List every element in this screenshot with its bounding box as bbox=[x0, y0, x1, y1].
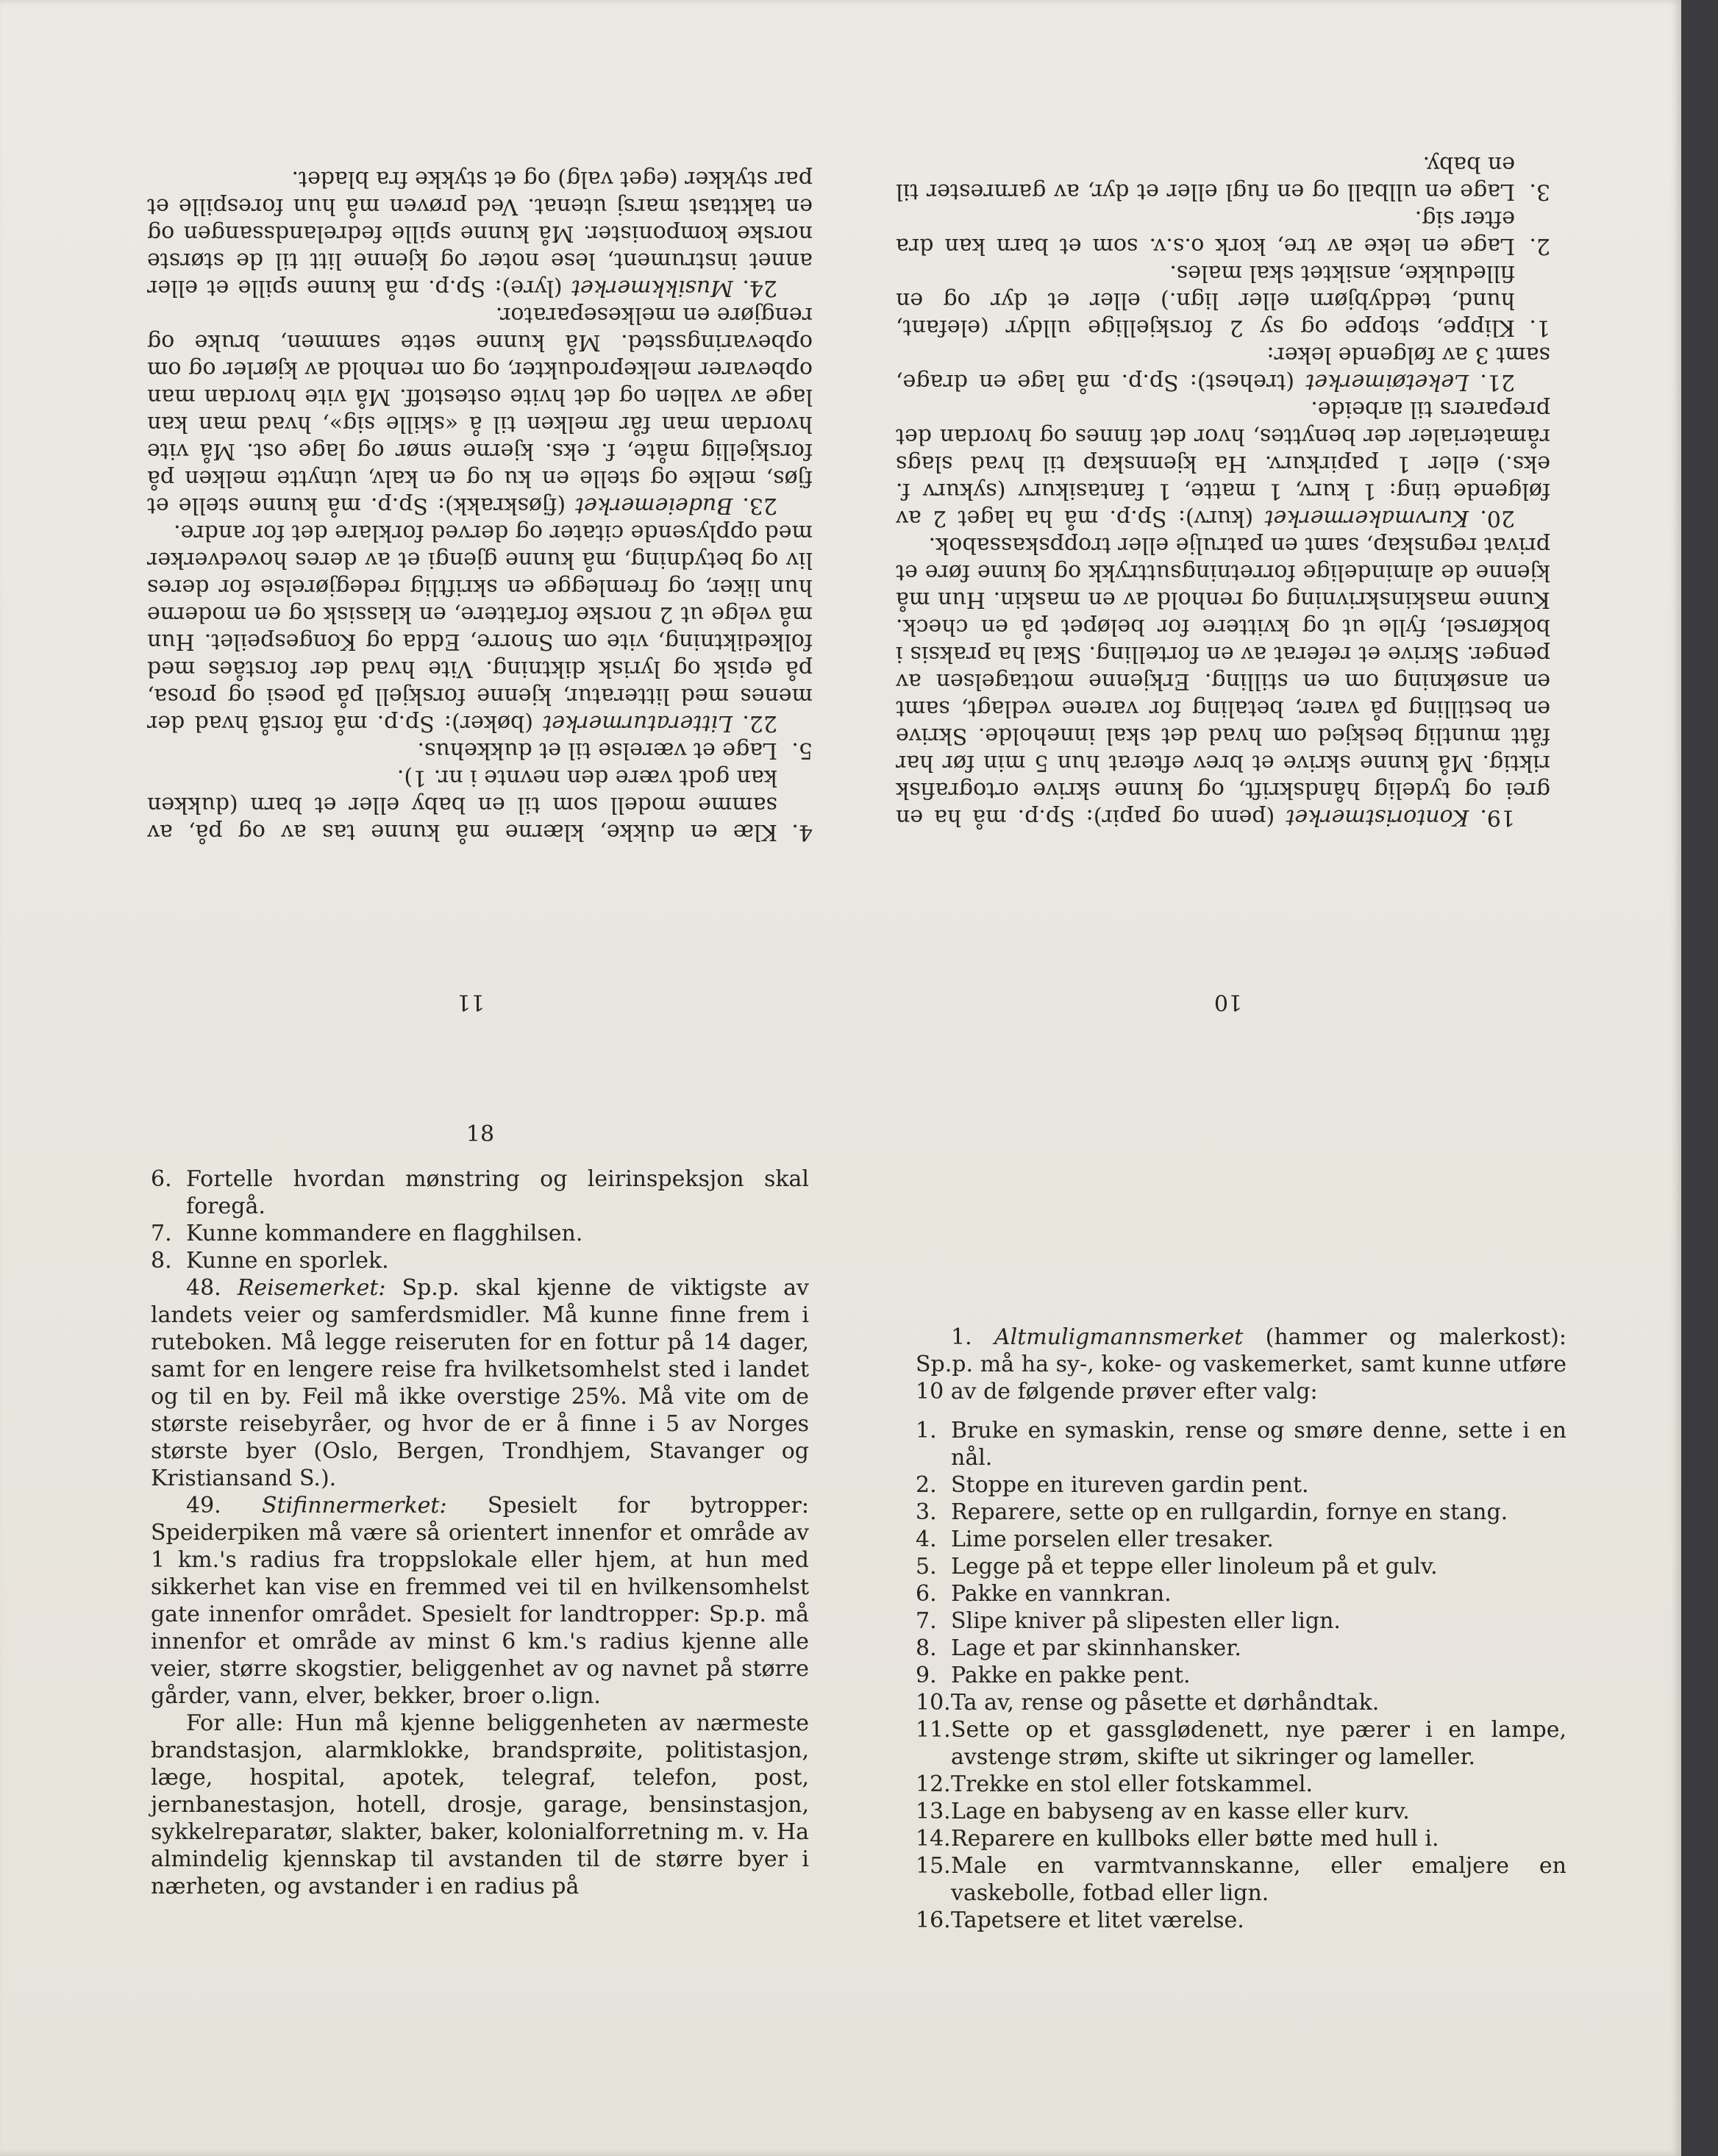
page-right bbox=[916, 1324, 1566, 1934]
list-item: 6. Pakke en vannkran. bbox=[916, 1581, 1172, 1607]
list-item: 14.Reparere en kullboks eller bøtte med hull i. bbox=[916, 1826, 1439, 1852]
item-24: 24. Musikkmerket (lyre): Sp.p. må kunne spille et eller annet instrument, lese noter og kjenne litt til de største norske komponister. Må kunne spille fedrelandssangen og en takttast marsj utenat. Ved prøven må hun forespille et par stykker (eget valg) og et stykke fra bladet. bbox=[147, 166, 813, 301]
list-item: 15.Male en varmtvannskanne, eller emaljere en vaskebolle, fotbad eller lign. bbox=[916, 1853, 1566, 1906]
list-item: 3. Reparere, sette op en rullgardin, fornye en stang. bbox=[916, 1499, 1508, 1525]
list-item: 16.Tapetsere et litet værelse. bbox=[916, 1907, 1244, 1933]
page-number-18: 18 bbox=[466, 1121, 495, 1147]
page-18 bbox=[151, 1166, 809, 1900]
page-11-upside-down bbox=[147, 165, 813, 846]
toy-subitem: 5.Lage et værelse til et dukkehus. bbox=[417, 738, 813, 763]
list-item: 5. Legge på et teppe eller linoleum på et gulv. bbox=[916, 1554, 1438, 1579]
toy-subitem: 2.Lage en leke av tre, kork o.s.v. som et barn kan dra efter sig. bbox=[896, 206, 1550, 259]
list-item: 8. Lage et par skinnhansker. bbox=[916, 1635, 1241, 1661]
list-item: 10.Ta av, rense og påsette et dørhåndtak. bbox=[916, 1690, 1380, 1716]
list-item: 7. Kunne kommandere en flagghilsen. bbox=[151, 1221, 583, 1246]
page-number-10: 10 bbox=[1213, 989, 1243, 1015]
list-item: 4. Lime porselen eller tresaker. bbox=[916, 1527, 1274, 1552]
item-49: 49. Stifinnermerket: Spesielt for bytropper: Speiderpiken må være så orientert innenfor et område av 1 km.'s radius fra troppslokale eller hjem, at hun med sikkerhet kan vise en fremmed vei til en hvilkensomhelst gate innenfor området. Spesielt for landtropper: Sp.p. må innenfor et område av minst 6 km.'s radius kjenne alle veier, større skogstier, beliggenhet av og navnet på større gårder, vann, elver, bekker, broer o.lign. bbox=[151, 1493, 809, 1709]
item-22: 22. Litteraturmerket (bøker): Sp.p. må forstå hvad der menes med litteratur, kjenne forskjell på poesi og prosa, på episk og lyrisk diktning. Vite hvad der forståes med folkediktning, vite om Snorre, Edda og Kongespeilet. Hun må velge ut 2 norske forfattere, en klassisk og en moderne hun liker, og fremlegge en skriftlig redegjørelse for deres liv og betydning, må kunne gjengi et av deres hovedverker med opplysende citater og derved forklare det for andre. bbox=[147, 520, 813, 736]
list-item: 7. Slipe kniver på slipesten eller lign. bbox=[916, 1608, 1341, 1634]
list-item: 8. Kunne en sporlek. bbox=[151, 1248, 389, 1274]
list-item: 9. Pakke en pakke pent. bbox=[916, 1663, 1191, 1688]
item-48: 48. Reisemerket: Sp.p. skal kjenne de viktigste av landets veier og samferdsmidler. Må kunne finne frem i ruteboken. Må legge reiseruten for en fottur på 14 dager, samt for en lengere reise fra hvilketsomhelst sted i landet og til en by. Feil må ikke overstige 25%. Må vite om de største reisebyråer, og hvor de er å finne i 5 av Norges største byer (Oslo, Bergen, Trondhjem, Stavanger og Kristiansand S.). bbox=[151, 1275, 809, 1491]
task-list bbox=[916, 1417, 1566, 1934]
page-10-upside-down bbox=[896, 151, 1550, 831]
toy-subitem: 4.Klæ en dukke, klærne må kunne tas av og på, av samme modell som til en baby eller et barn (dukken kan godt være den nevnte i nr. 1). bbox=[147, 765, 813, 845]
item-19: 19. Kontoristmerket (penn og papir): Sp.p. må ha en grei og tydelig håndskrift, og kunne skrive ortografisk riktig. Må kunne skrive et brev efterat hun 5 min før har fått muntlig beskjed om hvad det skal inneholde. Skrive en bestilling på varer, betaling for varene vedlagt, samt en ansøkning om en stilling. Erkjenne mottagelsen av penger. Skrive et referat av en fortelling. Skal ha praksis i bokførsel, fylle ut og kvittere for beløpet på en check. Kunne maskinskrivning og renhold av en maskin. Hun må kjenne de almindelige forretningsuttrykk og kunne føre et privat regnskap, samt en patrulje eller troppskassabok. bbox=[896, 532, 1550, 830]
list-item: 13.Lage en babyseng av en kasse eller kurv. bbox=[916, 1799, 1410, 1824]
for-alle-paragraph: For alle: Hun må kjenne beliggenheten av nærmeste brandstasjon, alarmklokke, brandsprøite, politistasjon, læge, hospital, apotek, telegraf, telefon, post, jernbanestasjon, hotell, drosje, garage, bensinstasjon, sykkelreparatør, slakter, baker, kolonialforretning m. v. Ha almindelig kjennskap til avstanden til de større byer i nærheten, og avstander i en radius på bbox=[151, 1710, 809, 1899]
list-item: 1. Bruke en symaskin, rense og smøre denne, sette i en nål. bbox=[916, 1418, 1566, 1471]
list-item: 6. Fortelle hvordan mønstring og leirinspeksjon skal foregå. bbox=[151, 1166, 809, 1219]
toy-subitem: 1.Klippe, stoppe og sy 2 forskjellige ulldyr (elefant, hund, teddybjørn eller lign.) eller et dyr og en filledukke, ansiktet skal males. bbox=[896, 260, 1550, 340]
list-item: 12.Trekke en stol eller fotskammel. bbox=[916, 1771, 1314, 1797]
list-item: 11.Sette op et gassglødenett, nye pærer i en lampe, avstenge strøm, skifte ut sikringer og lameller. bbox=[916, 1717, 1566, 1770]
item-altmuligmann: 1. Altmuligmannsmerket (hammer og malerkost): Sp.p. må ha sy-, koke- og vaskemerket, samt kunne utføre 10 av de følgende prøver efter valg: bbox=[916, 1324, 1566, 1404]
list-item: 2. Stoppe en itureven gardin pent. bbox=[916, 1472, 1309, 1498]
toy-subitem: 3.Lage en ullball og en fugl eller et dyr, av garnrester til en baby. bbox=[896, 151, 1550, 204]
page-number-11: 11 bbox=[456, 989, 485, 1015]
item-20: 20. Kurvmakermerket (kurv): Sp.p. må ha laget 2 av følgende ting: 1 kurv, 1 matte, 1 fantasikurv (sykurv f. eks.) eller 1 papirkurv. Ha kjennskap til hvad slags råmaterialer der benyttes, hvor det finnes og hvordan det preparers til arbeide. bbox=[896, 396, 1550, 531]
item-23: 23. Budeiemerket (fjøskrakk): Sp.p. må kunne stelle et fjøs, melke og stelle en ku og en kalv, utnytte melken på forskjellig måte, f. eks. kjerne smør og lage ost. Må vite hvordan man får melken til å «skille sig», hvad man kan lage av vallen og det hvite ostestoff. Må vite hvordan man opbevarer melkeprodukter, og om renhold av kjørler og om opbevaringssted. Må kunne sette sammen, bruke og rengjøre en melkeseparator. bbox=[146, 302, 813, 518]
item-21: 21. Leketøimerket (trehest): Sp.p. må lage en drage, samt 3 av følgende leker: bbox=[896, 342, 1550, 395]
